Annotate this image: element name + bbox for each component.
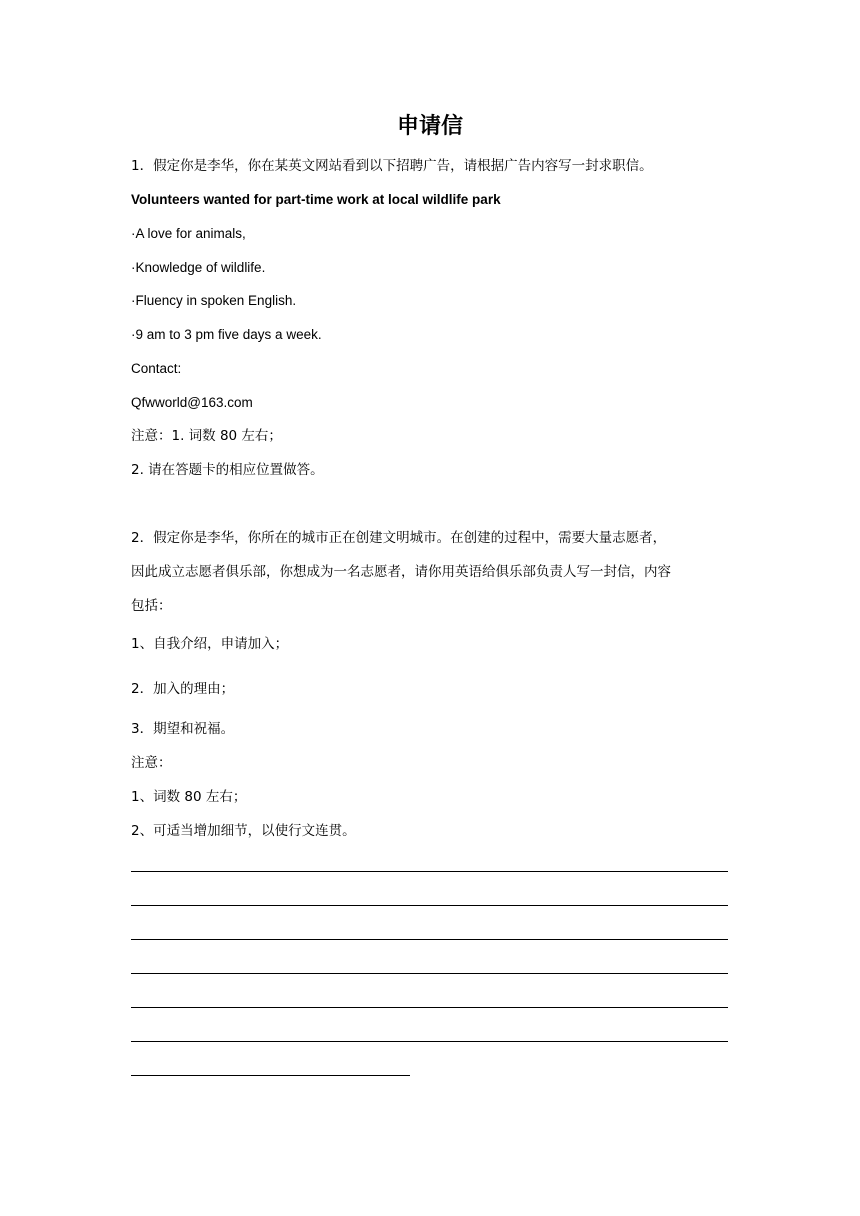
q1-ad-item-3: ·Fluency in spoken English. bbox=[131, 293, 297, 308]
q1-ad-item-1: ·A love for animals, bbox=[131, 226, 246, 241]
q1-ad-item-4: ·9 am to 3 pm five days a week. bbox=[131, 327, 322, 342]
q2-prompt-line-2: 因此成立志愿者俱乐部，你想成为一名志愿者，请你用英语给俱乐部负责人写一封信，内容 bbox=[131, 564, 671, 580]
answer-line bbox=[131, 1007, 728, 1008]
q2-notes-label: 注意： bbox=[131, 755, 172, 771]
answer-line bbox=[131, 1075, 410, 1076]
answer-line bbox=[131, 905, 728, 906]
q2-point-2: 2．加入的理由； bbox=[131, 681, 235, 697]
q1-ad-heading: Volunteers wanted for part-time work at local wildlife park bbox=[131, 192, 501, 207]
q2-note-1: 1、词数 80 左右； bbox=[131, 789, 247, 805]
q2-note-2: 2、可适当增加细节，以使行文连贯。 bbox=[131, 823, 356, 839]
q2-point-3: 3．期望和祝福。 bbox=[131, 721, 235, 737]
q2-prompt-line-1: 2．假定你是李华，你所在的城市正在创建文明城市。在创建的过程中，需要大量志愿者， bbox=[131, 530, 667, 546]
answer-line bbox=[131, 939, 728, 940]
q1-note-2: 2. 请在答题卡的相应位置做答。 bbox=[131, 462, 324, 478]
q1-contact-email: Qfwworld@163.com bbox=[131, 395, 253, 410]
q2-prompt-line-3: 包括： bbox=[131, 598, 172, 614]
q1-ad-item-2: ·Knowledge of wildlife. bbox=[131, 260, 266, 275]
answer-line bbox=[131, 871, 728, 872]
q1-contact-label: Contact: bbox=[131, 361, 182, 376]
answer-line bbox=[131, 1041, 728, 1042]
q2-point-1: 1、自我介绍，申请加入； bbox=[131, 636, 289, 652]
document-title: 申请信 bbox=[396, 114, 463, 139]
answer-line bbox=[131, 973, 728, 974]
q1-prompt: 1．假定你是李华，你在某英文网站看到以下招聘广告，请根据广告内容写一封求职信。 bbox=[131, 158, 653, 174]
q1-note-1: 注意：1. 词数 80 左右； bbox=[131, 428, 282, 444]
